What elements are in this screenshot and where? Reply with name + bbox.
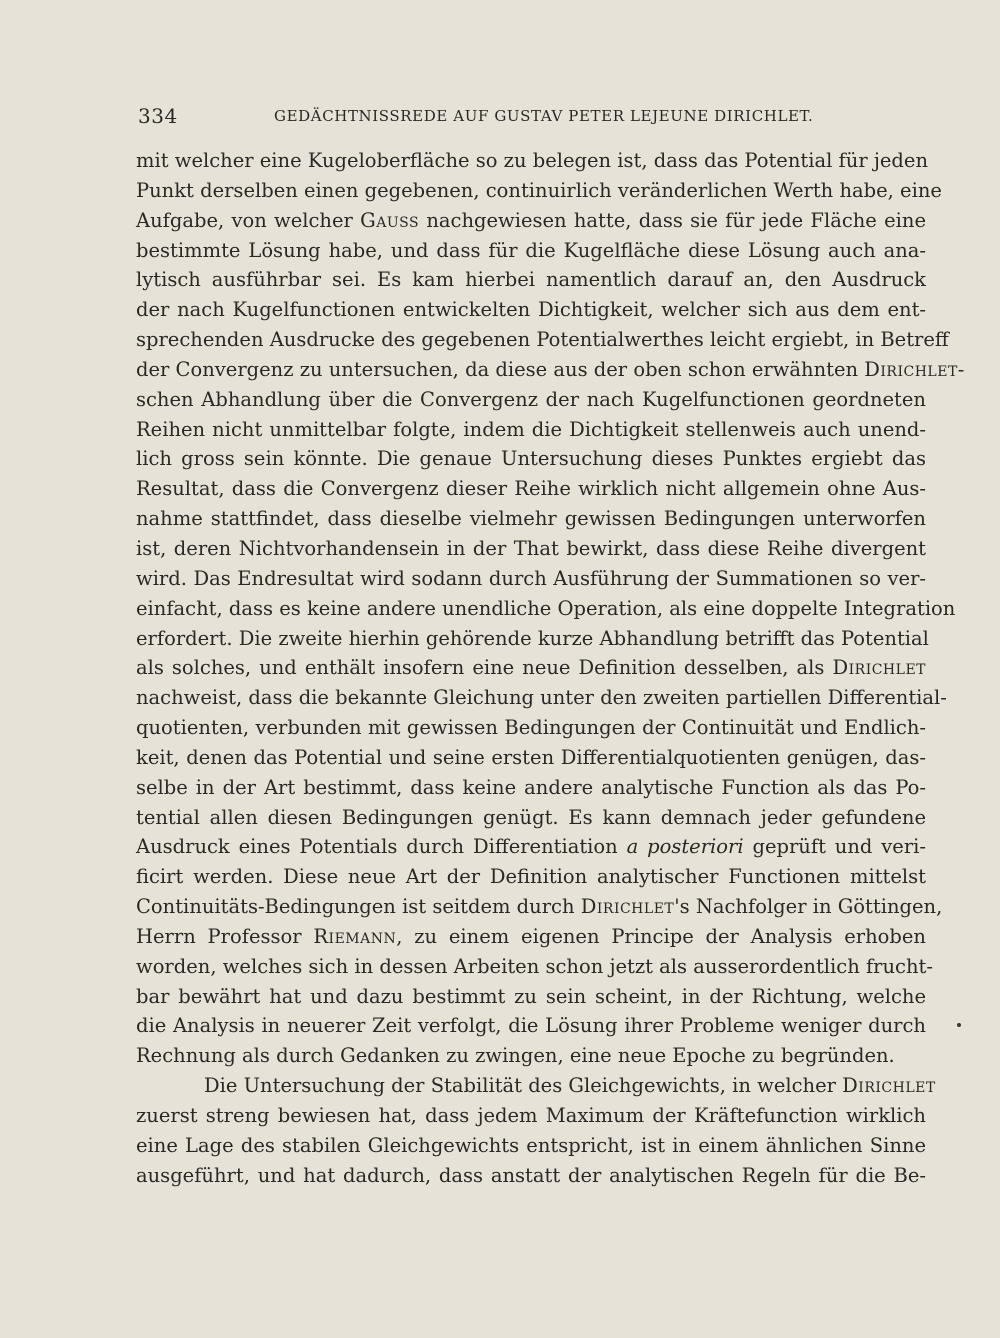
text-line <box>136 653 926 683</box>
text-line <box>136 713 926 743</box>
text-segment: ficirt werden. Diese neue Art der Definition analytischer Functionen mittelst <box>136 865 926 889</box>
text-segment: , zu einem eigenen Principe der Analysis erhoben <box>396 924 926 948</box>
text-line <box>136 504 926 534</box>
text-line <box>136 773 926 803</box>
text-segment: Herrn Professor <box>136 924 314 948</box>
text-line <box>136 683 947 713</box>
text-line <box>136 1131 926 1161</box>
page-number: 334 <box>138 104 178 128</box>
text-segment: lytisch ausführbar sei. Es kam hierbei namentlich darauf an, den Ausdruck <box>136 268 926 292</box>
name-small-caps: Dirichlet <box>832 656 926 680</box>
text-segment: sprechenden Ausdrucke des gegebenen Potentialwerthes leicht ergiebt, in Betreff <box>136 328 949 352</box>
text-line <box>136 206 926 236</box>
running-header <box>138 104 928 134</box>
name-small-caps: Riemann <box>313 924 397 948</box>
text-segment: ausgeführt, und hat dadurch, dass anstatt der analytischen Regeln für die Be- <box>136 1163 926 1187</box>
text-segment: Die Untersuchung der Stabilität des Gleichgewichts, in welcher <box>204 1074 843 1098</box>
text-segment: der Convergenz zu untersuchen, da diese aus der oben schon erwähnten <box>136 357 865 381</box>
text-segment: Ausdruck eines Potentials durch Differentiation <box>136 835 627 859</box>
text-line <box>136 1011 926 1041</box>
text-line <box>136 265 926 295</box>
text-line <box>136 444 926 474</box>
text-line <box>136 832 926 862</box>
text-segment: als solches, und enthält insofern eine neue Definition desselben, als <box>136 656 833 680</box>
text-segment: mit welcher eine Kugeloberfläche so zu belegen ist, dass das Potential für jeden <box>136 149 929 172</box>
text-segment: bar bewährt hat und dazu bestimmt zu sein scheint, in der Richtung, welche <box>136 984 926 1008</box>
text-segment: schen Abhandlung über die Convergenz der nach Kugelfunctionen geordneten <box>136 387 926 411</box>
text-line <box>136 474 926 504</box>
text-segment: 's Nachfolger in Göttingen, <box>674 895 943 919</box>
text-segment: Resultat, dass die Convergenz dieser Reihe wirklich nicht allgemein ohne Aus- <box>136 477 926 501</box>
text-segment: einfacht, dass es keine andere unendliche Operation, als eine doppelte Integration <box>136 596 956 620</box>
text-segment: tential allen diesen Bedingungen genügt. Es kann demnach jeder gefundene <box>136 805 926 829</box>
text-segment: zuerst streng bewiesen hat, dass jedem Maximum der Kräftefunction wirklich <box>136 1104 926 1127</box>
name-small-caps: Dirichlet- <box>864 357 965 381</box>
text-segment: nachweist, dass die bekannte Gleichung unter den zweiten partiellen Differential- <box>136 686 947 710</box>
text-segment: lich gross sein könnte. Die genaue Untersuchung dieses Punktes ergiebt das <box>136 447 926 471</box>
text-segment: wird. Das Endresultat wird sodann durch Ausführung der Summationen so ver- <box>136 566 926 590</box>
italic-phrase: a posteriori <box>626 835 744 859</box>
text-line <box>136 1161 926 1191</box>
text-segment: eine Lage des stabilen Gleichgewichts entspricht, ist in einem ähnlichen Sinne <box>136 1133 926 1157</box>
text-segment: der nach Kugelfunctionen entwickelten Dichtigkeit, welcher sich aus dem ent- <box>136 298 926 322</box>
text-segment: quotienten, verbunden mit gewissen Bedingungen der Continuität und Endlich- <box>136 716 926 740</box>
text-segment: die Analysis in neuerer Zeit verfolgt, die Lösung ihrer Probleme weniger durch <box>136 1014 926 1038</box>
running-title: GEDÄCHTNISSREDE AUF GUSTAV PETER LEJEUNE DIRICHLET. <box>274 107 814 125</box>
text-line <box>136 1101 926 1131</box>
text-line <box>136 922 926 952</box>
text-segment: Aufgabe, von welcher <box>136 208 361 232</box>
text-line <box>136 624 929 654</box>
text-segment: worden, welches sich in dessen Arbeiten schon jetzt als ausserordentlich frucht- <box>136 954 933 978</box>
text-segment: keit, denen das Potential und seine ersten Differentialquotienten genügen, das- <box>136 745 926 769</box>
text-line <box>136 146 929 176</box>
body-text <box>136 146 965 1191</box>
text-segment: Continuitäts-Bedingungen ist seitdem durch <box>136 895 581 919</box>
text-line <box>136 1041 926 1071</box>
text-line <box>136 385 926 415</box>
name-small-caps: Dirichlet <box>842 1074 936 1098</box>
text-segment: geprüft und veri- <box>743 835 926 859</box>
text-line <box>136 355 965 385</box>
text-segment: Reihen nicht unmittelbar folgte, indem die Dichtigkeit stellenweis auch unend- <box>136 417 926 441</box>
text-line <box>136 1071 936 1101</box>
text-segment: Rechnung als durch Gedanken zu zwingen, eine neue Epoche zu begründen. <box>136 1044 895 1068</box>
text-segment: erfordert. Die zweite hierhin gehörende kurze Abhandlung betrifft das Potential <box>136 626 929 650</box>
text-line <box>136 325 949 355</box>
text-segment: nachgewiesen hatte, dass sie für jede Fläche eine <box>419 208 926 232</box>
text-line <box>136 236 926 266</box>
text-line <box>136 892 943 922</box>
text-line <box>136 743 926 773</box>
text-segment: selbe in der Art bestimmt, dass keine andere analytische Function als das Po- <box>136 775 926 799</box>
print-speck <box>957 1023 961 1027</box>
text-line <box>136 862 926 892</box>
text-segment: ist, deren Nichtvorhandensein in der That bewirkt, dass diese Reihe divergent <box>136 536 926 560</box>
name-small-caps: Gauss <box>360 208 420 232</box>
text-line <box>136 594 956 624</box>
text-segment: Punkt derselben einen gegebenen, continuirlich veränderlichen Werth habe, eine <box>136 178 942 202</box>
text-line <box>136 982 926 1012</box>
text-line <box>136 564 926 594</box>
text-line <box>136 176 942 206</box>
text-line <box>136 415 926 445</box>
text-line <box>136 295 926 325</box>
text-segment: bestimmte Lösung habe, und dass für die Kugelfläche diese Lösung auch ana- <box>136 238 926 262</box>
text-line <box>136 952 933 982</box>
name-small-caps: Dirichlet <box>580 895 675 919</box>
text-line <box>136 534 926 564</box>
text-line <box>136 803 926 833</box>
text-segment: nahme stattfindet, dass dieselbe vielmehr gewissen Bedingungen unterworfen <box>136 507 926 531</box>
